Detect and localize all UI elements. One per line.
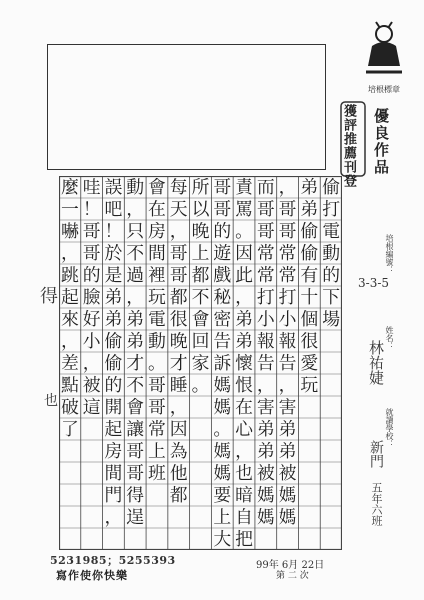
essay-char: 會 xyxy=(126,397,145,419)
essay-char: 下 xyxy=(322,287,341,309)
essay-char: 得 xyxy=(126,485,145,507)
logo-caption: 培根標章 xyxy=(368,85,400,94)
number-label: 培根編號： xyxy=(385,234,394,274)
badge-main-text: 優良作品 xyxy=(372,108,390,176)
essay-char: 上 xyxy=(148,441,166,463)
essay-char: ， xyxy=(278,375,297,397)
essay-char: 戲 xyxy=(213,265,232,287)
essay-char: 電 xyxy=(148,309,166,331)
essay-char: 小 xyxy=(278,309,297,331)
essay-char: 被 xyxy=(278,463,297,485)
essay-char: 弟 xyxy=(104,309,123,331)
essay-char: ！ xyxy=(82,199,101,221)
essay-char: 哥 xyxy=(148,397,166,419)
essay-char: 媽 xyxy=(213,441,232,463)
essay-char: 打 xyxy=(278,287,297,309)
essay-char: 打 xyxy=(256,287,275,309)
essay-char: 媽 xyxy=(278,485,297,507)
essay-char: 責 xyxy=(235,177,253,199)
essay-char: 懷 xyxy=(235,353,253,375)
essay-char: 間 xyxy=(104,463,123,485)
essay-char: 哥 xyxy=(169,265,188,287)
essay-char: 動 xyxy=(126,177,145,199)
essay-char: 睡 xyxy=(169,375,188,397)
essay-char: 常 xyxy=(278,243,297,265)
essay-char: 班 xyxy=(148,463,166,485)
essay-char: 動 xyxy=(148,331,166,353)
number-value: 3-3-5 xyxy=(358,276,390,290)
school-value: 新門 xyxy=(368,440,384,468)
essay-char: 報 xyxy=(278,331,297,353)
margin-note-2: 也 xyxy=(44,393,58,409)
essay-char: ， xyxy=(235,441,253,463)
essay-char: 玩 xyxy=(300,375,319,397)
date-day: 22 xyxy=(301,560,315,571)
essay-char: 電 xyxy=(322,221,341,243)
essay-char: 媽 xyxy=(213,463,232,485)
essay-char: 被 xyxy=(82,375,101,397)
essay-char: 哥 xyxy=(148,375,166,397)
essay-char: 才 xyxy=(169,353,188,375)
essay-char: 因 xyxy=(235,243,253,265)
essay-char: 遊 xyxy=(213,243,232,265)
essay-char: 在 xyxy=(235,397,253,419)
essay-char: 場 xyxy=(322,309,341,331)
essay-char: 媽 xyxy=(256,485,275,507)
essay-char: 所 xyxy=(191,177,210,199)
essay-char: 自 xyxy=(235,507,253,529)
name-value: 林祐婕 xyxy=(367,340,385,385)
essay-char: ， xyxy=(256,375,275,397)
essay-char: ， xyxy=(60,331,79,353)
essay-char: 。 xyxy=(148,353,166,375)
essay-char: 秘 xyxy=(213,287,232,309)
essay-char: 門 xyxy=(104,485,123,507)
badge-side-text: 獲評推薦刊登 xyxy=(341,104,356,188)
date-year-label: 年 xyxy=(268,560,279,571)
essay-char: 麼 xyxy=(60,177,79,199)
round-label-pre: 第 xyxy=(276,571,286,581)
essay-char: 要 xyxy=(213,485,232,507)
school-label: 就讀學校： xyxy=(385,408,394,448)
essay-char: 為 xyxy=(169,441,188,463)
round-label-post: 次 xyxy=(299,571,309,581)
essay-char: 起 xyxy=(104,419,123,441)
essay-char: 弟 xyxy=(256,419,275,441)
essay-char: 跳 xyxy=(60,265,79,287)
essay-char: 天 xyxy=(169,199,188,221)
essay-char: 小 xyxy=(82,331,101,353)
essay-char: 常 xyxy=(256,265,275,287)
essay-char: 哥 xyxy=(169,243,188,265)
essay-char: 偷 xyxy=(104,353,123,375)
essay-char: 上 xyxy=(213,507,232,529)
essay-char: ， xyxy=(235,287,253,309)
essay-char: 一 xyxy=(60,199,79,221)
margin-note-1: 得 xyxy=(40,286,58,307)
essay-char: 才 xyxy=(126,353,145,375)
essay-char: 因 xyxy=(169,419,188,441)
slogan: 寫作使你快樂 xyxy=(56,569,128,582)
essay-char: 告 xyxy=(213,331,232,353)
essay-char: 心 xyxy=(235,419,253,441)
essay-char: 哥 xyxy=(278,199,297,221)
essay-char: 媽 xyxy=(213,397,232,419)
essay-char: ， xyxy=(278,177,297,199)
essay-char: 來 xyxy=(60,309,79,331)
essay-char: 的 xyxy=(104,375,123,397)
essay-char: 不 xyxy=(191,287,210,309)
essay-char: 的 xyxy=(213,221,232,243)
essay-char: 是 xyxy=(104,265,123,287)
essay-char: 偷 xyxy=(104,331,123,353)
essay-char: 常 xyxy=(278,265,297,287)
essay-char: 動 xyxy=(322,243,341,265)
essay-char: 房 xyxy=(148,221,166,243)
essay-char: 弟 xyxy=(256,441,275,463)
essay-char: 此 xyxy=(235,265,253,287)
essay-char: 大 xyxy=(213,529,232,550)
essay-char: ， xyxy=(126,287,145,309)
essay-char: 弟 xyxy=(126,331,145,353)
essay-char: 有 xyxy=(300,265,319,287)
round-value: 二 xyxy=(287,571,297,581)
essay-char: 害 xyxy=(256,397,275,419)
essay-char: 每 xyxy=(169,177,188,199)
essay-char: 偷 xyxy=(322,177,341,199)
essay-char: 密 xyxy=(213,309,232,331)
date-year: 99 xyxy=(256,560,269,571)
essay-char: 哥 xyxy=(82,243,101,265)
essay-char: 以 xyxy=(191,199,210,221)
comment-box xyxy=(47,44,326,170)
essay-char: 不 xyxy=(126,243,145,265)
essay-char: ， xyxy=(169,397,188,419)
grade-value: 五年六班 xyxy=(370,482,383,526)
essay-char: ！ xyxy=(104,221,123,243)
essay-char: 了 xyxy=(60,419,79,441)
essay-char: 破 xyxy=(60,397,79,419)
writing-grid xyxy=(59,176,342,550)
essay-char: 害 xyxy=(278,397,297,419)
essay-char: 會 xyxy=(148,177,166,199)
essay-char: 。 xyxy=(235,221,253,243)
essay-char: 而 xyxy=(256,177,275,199)
essay-char: 過 xyxy=(126,265,145,287)
contact-phone: 5231985；5255393 xyxy=(50,554,176,567)
essay-char: 常 xyxy=(148,419,166,441)
date-month-label: 月 xyxy=(288,560,299,571)
essay-char: 哥 xyxy=(82,221,101,243)
essay-char: 哥 xyxy=(213,199,232,221)
essay-char: 開 xyxy=(104,397,123,419)
essay-char: 好 xyxy=(82,309,101,331)
essay-char: 報 xyxy=(256,331,275,353)
essay-char: 弟 xyxy=(278,441,297,463)
essay-char: 會 xyxy=(191,309,210,331)
essay-char: 的 xyxy=(322,265,341,287)
essay-char: 哥 xyxy=(278,221,297,243)
essay-char: 偷 xyxy=(300,243,319,265)
essay-char: 弟 xyxy=(235,309,253,331)
essay-char: 被 xyxy=(256,463,275,485)
essay-char: 常 xyxy=(256,243,275,265)
essay-char: 訴 xyxy=(213,353,232,375)
submission-round xyxy=(276,568,309,581)
essay-char: 弟 xyxy=(300,177,319,199)
essay-char: 玩 xyxy=(148,287,166,309)
essay-char: 十 xyxy=(300,287,319,309)
essay-char: ， xyxy=(104,507,123,529)
essay-char: 罵 xyxy=(235,199,253,221)
essay-char: ， xyxy=(126,199,145,221)
essay-char: 差 xyxy=(60,353,79,375)
essay-char: 告 xyxy=(278,353,297,375)
essay-char: 。 xyxy=(213,419,232,441)
essay-char: 小 xyxy=(256,309,275,331)
essay-char: 只 xyxy=(126,221,145,243)
essay-char: 弟 xyxy=(104,287,123,309)
essay-char: 弟 xyxy=(235,331,253,353)
essay-char: 讓 xyxy=(126,419,145,441)
essay-char: 臉 xyxy=(82,287,101,309)
essay-char: 間 xyxy=(148,243,166,265)
essay-char: 晚 xyxy=(169,331,188,353)
essay-char: 哥 xyxy=(256,221,275,243)
essay-char: 哥 xyxy=(126,441,145,463)
date-month: 6 xyxy=(281,560,289,571)
essay-char: 愛 xyxy=(300,353,319,375)
essay-char: 他 xyxy=(169,463,188,485)
essay-char: 回 xyxy=(191,331,210,353)
essay-char: 不 xyxy=(126,375,145,397)
essay-char: 很 xyxy=(169,309,188,331)
essay-char: 弟 xyxy=(126,309,145,331)
essay-char: 都 xyxy=(191,265,210,287)
essay-char: ， xyxy=(60,243,79,265)
essay-char: 哥 xyxy=(213,177,232,199)
peigen-mascot-icon xyxy=(358,16,410,82)
date-day-label: 日 xyxy=(314,560,325,571)
essay-char: 個 xyxy=(300,309,319,331)
essay-char: 也 xyxy=(235,463,253,485)
essay-char: 裡 xyxy=(148,265,166,287)
essay-char: 吧 xyxy=(104,199,123,221)
essay-char: 偷 xyxy=(300,221,319,243)
essay-char: ， xyxy=(169,221,188,243)
essay-char: 逞 xyxy=(126,507,145,529)
essay-char: ， xyxy=(82,353,101,375)
essay-char: 誤 xyxy=(104,177,123,199)
essay-char: 告 xyxy=(256,353,275,375)
student-info xyxy=(356,230,396,550)
name-label: 姓名： xyxy=(385,326,394,350)
essay-char: 暗 xyxy=(235,485,253,507)
essay-char: 晚 xyxy=(191,221,210,243)
essay-char: 於 xyxy=(104,243,123,265)
essay-char: 哇 xyxy=(82,177,101,199)
essay-char: 哥 xyxy=(256,199,275,221)
essay-char: 嚇 xyxy=(60,221,79,243)
essay-char: 這 xyxy=(82,397,101,419)
essay-char: 。 xyxy=(191,375,210,397)
essay-char: 把 xyxy=(235,529,253,550)
essay-char: 的 xyxy=(82,265,101,287)
essay-char: 弟 xyxy=(278,419,297,441)
essay-char: 都 xyxy=(169,287,188,309)
essay-char: 媽 xyxy=(278,507,297,529)
essay-char: 家 xyxy=(191,353,210,375)
essay-char: 在 xyxy=(148,199,166,221)
essay-char: 很 xyxy=(300,331,319,353)
essay-char: 上 xyxy=(191,243,210,265)
essay-char: 房 xyxy=(104,441,123,463)
essay-char: 點 xyxy=(60,375,79,397)
essay-char: 起 xyxy=(60,287,79,309)
essay-char: 哥 xyxy=(126,463,145,485)
essay-char: 恨 xyxy=(235,375,253,397)
essay-char: 弟 xyxy=(300,199,319,221)
essay-char: 打 xyxy=(322,199,341,221)
essay-char: 媽 xyxy=(256,507,275,529)
essay-char: 都 xyxy=(169,485,188,507)
essay-char: 媽 xyxy=(213,375,232,397)
peigen-logo xyxy=(358,16,410,94)
